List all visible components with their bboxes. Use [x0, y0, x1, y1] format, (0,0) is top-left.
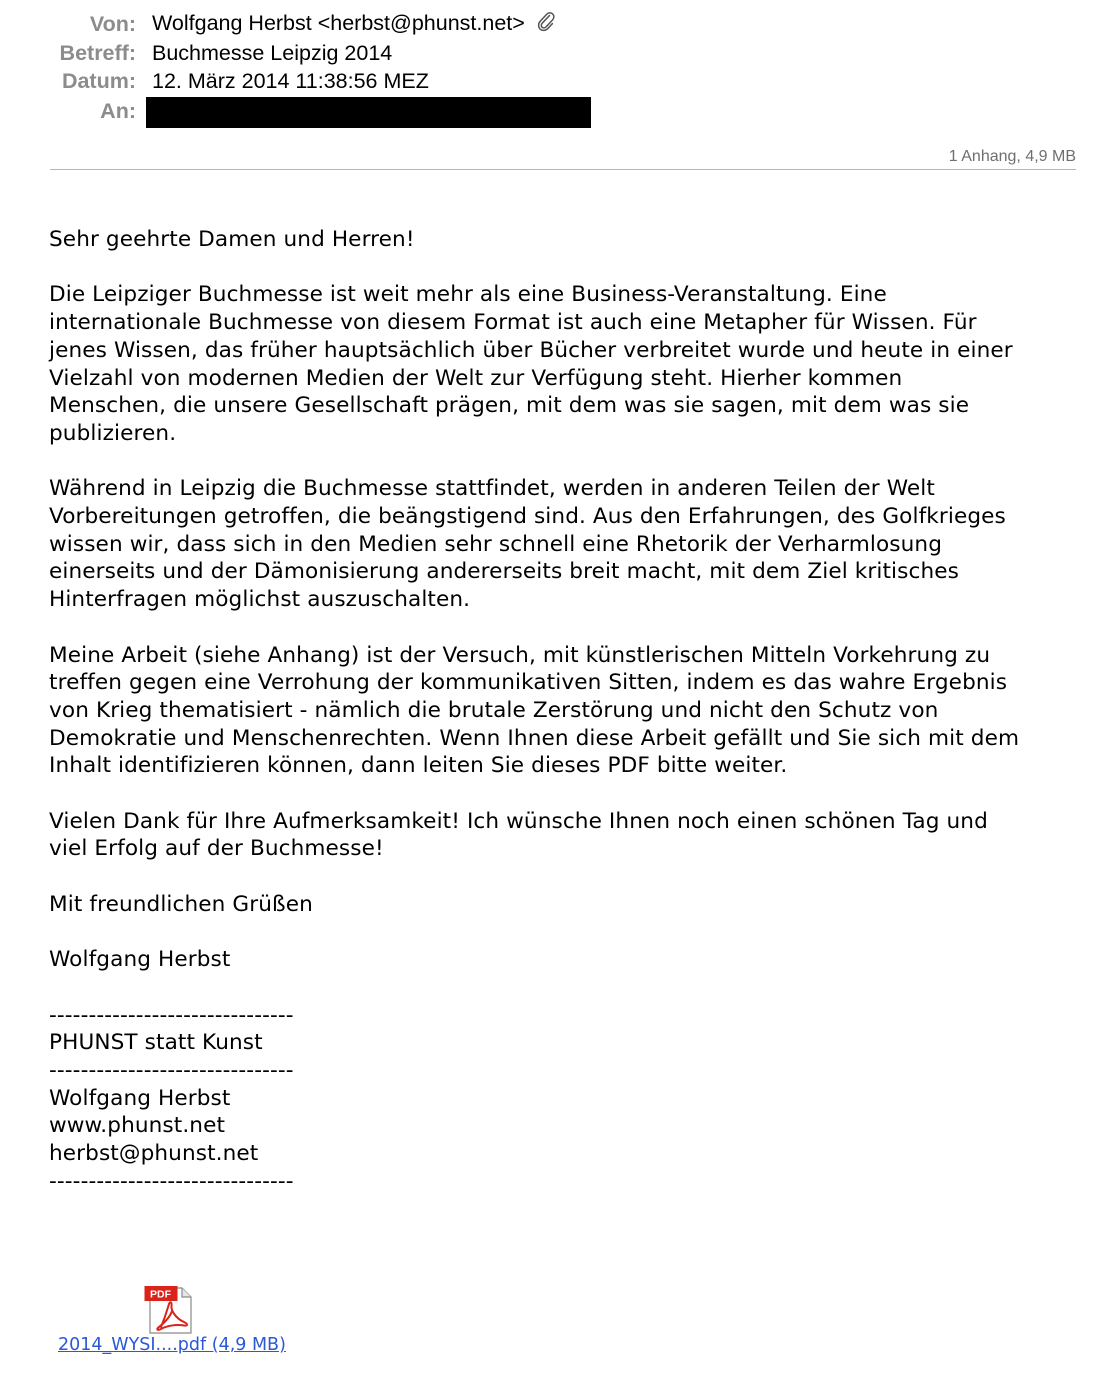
to-value-redacted: [146, 97, 591, 128]
signature-motto: PHUNST statt Kunst: [49, 1030, 263, 1056]
date-value: 12. März 2014 11:38:56 MEZ: [152, 68, 429, 93]
signature-block: [49, 1002, 1089, 1196]
paragraph-line: Die Leipziger Buchmesse ist weit mehr als eine Business-Veranstaltung. Eine: [49, 282, 887, 308]
paragraph-3: [49, 642, 1089, 781]
sender-name: Wolfgang Herbst: [49, 947, 231, 973]
from-address[interactable]: Wolfgang Herbst <herbst@phunst.net>: [152, 11, 525, 35]
paragraph-line: wissen wir, dass sich in den Medien sehr schnell eine Rhetorik der Verharmlosung: [49, 531, 943, 557]
paragraph-line: publizieren.: [49, 420, 177, 446]
paragraph-line: Inhalt identifizieren können, dann leiten Sie dieses PDF bitte weiter.: [49, 753, 788, 779]
paragraph-line: Hinterfragen möglichst auszuschalten.: [49, 587, 471, 613]
pdf-badge: PDF: [150, 1288, 171, 1301]
paragraph-line: Vorbereitungen getroffen, die beängstigend sind. Aus den Erfahrungen, des Golfkrieges: [49, 504, 1006, 529]
greeting: Sehr geehrte Damen und Herren!: [49, 227, 415, 252]
header-divider: [50, 169, 1076, 170]
paragraph-line: Während in Leipzig die Buchmesse stattfindet, werden in anderen Teilen der Welt: [49, 476, 935, 502]
paragraph-line: Meine Arbeit (siehe Anhang) ist der Versuch, mit künstlerischen Mitteln Vorkehrung zu: [49, 642, 991, 668]
paragraph-line: von Krieg thematisiert - nämlich die brutale Zerstörung und nicht den Schutz von: [49, 697, 939, 723]
signature-name: Wolfgang Herbst: [49, 1085, 231, 1111]
paragraph-line: einerseits und der Dämonisierung andererseits breit macht, mit dem Ziel kritisches: [49, 559, 960, 585]
date-label: Datum:: [61, 68, 136, 93]
paragraph-line: jenes Wissen, das früher hauptsächlich über Bücher verbreitet wurde und heute in einer: [49, 337, 1013, 363]
from-value[interactable]: [152, 10, 555, 38]
attachment-summary: 1 Anhang, 4,9 MB: [948, 148, 1076, 165]
paragraph-line: viel Erfolg auf der Buchmesse!: [49, 836, 384, 862]
signature-email[interactable]: herbst@phunst.net: [49, 1141, 259, 1167]
subject-label: Betreff:: [59, 40, 136, 65]
subject-value: Buchmesse Leipzig 2014: [152, 40, 393, 65]
paragraph-1: [49, 281, 1089, 447]
paragraph-line: internationale Buchmesse von diesem Format ist auch eine Metapher für Wissen. Für: [49, 310, 977, 336]
paragraph-line: Vielen Dank für Ihre Aufmerksamkeit! Ich wünsche Ihnen noch einen schönen Tag und: [49, 808, 988, 834]
signature-separator: -------------------------------: [49, 1057, 294, 1083]
attachment-link[interactable]: 2014_WYSI....pdf (4,9 MB): [58, 1335, 286, 1355]
paragraph-line: Demokratie und Menschenrechten. Wenn Ihnen diese Arbeit gefällt und Sie sich mit dem: [49, 725, 1020, 751]
signature-separator: -------------------------------: [49, 1168, 294, 1194]
paragraph-2: [49, 475, 1089, 614]
paragraph-4: [49, 808, 1089, 863]
pdf-file-icon[interactable]: [144, 1285, 196, 1335]
message-body: [49, 226, 1089, 1196]
closing: Mit freundlichen Grüßen: [49, 891, 313, 917]
signature-website[interactable]: www.phunst.net: [49, 1113, 226, 1139]
paragraph-line: treffen gegen eine Verrohung der kommunikativen Sitten, indem es das wahre Ergebnis: [49, 670, 1008, 696]
paperclip-icon: [537, 10, 555, 38]
paragraph-line: Menschen, die unsere Gesellschaft prägen, mit dem was sie sagen, mit dem was sie: [49, 393, 970, 419]
signature-separator: -------------------------------: [49, 1002, 294, 1028]
from-label: Von:: [89, 11, 136, 36]
paragraph-line: Vielzahl von modernen Medien der Welt zur Verfügung steht. Hierher kommen: [49, 365, 903, 391]
to-label: An:: [100, 98, 136, 123]
